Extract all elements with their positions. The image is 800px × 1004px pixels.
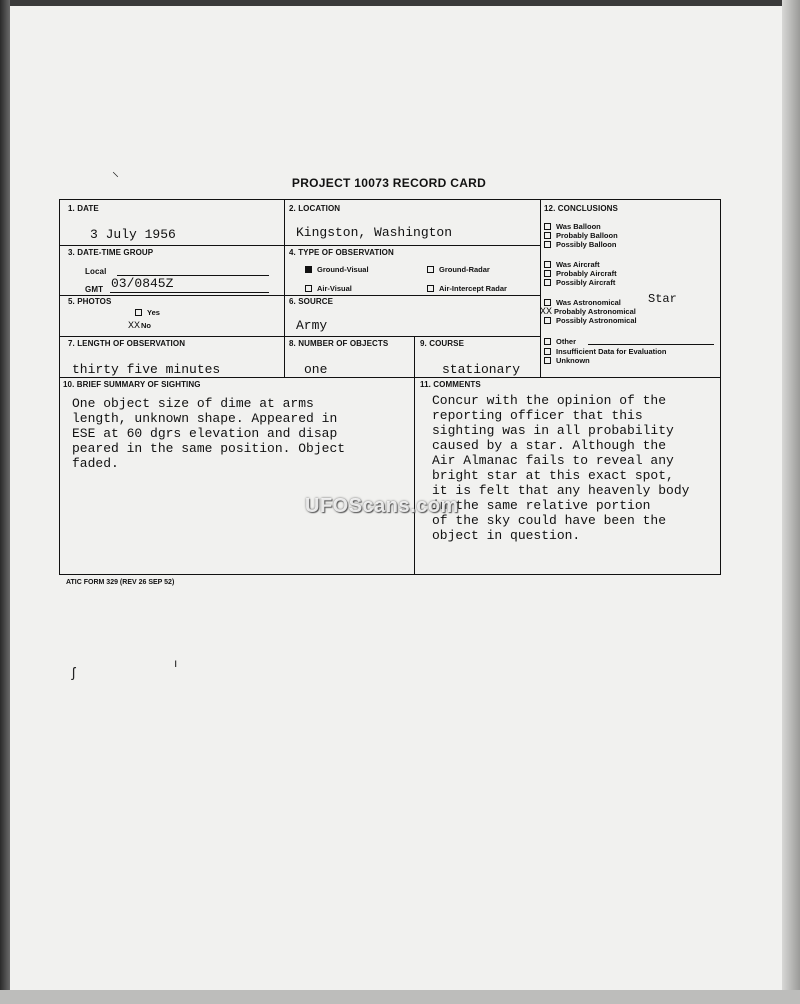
record-card xyxy=(59,199,721,575)
astronomical-note: Star xyxy=(648,292,677,306)
conclusion-possibly-aircraft: Possibly Aircraft xyxy=(544,278,615,288)
checkbox-icon xyxy=(544,232,551,239)
checkbox-icon xyxy=(135,309,142,316)
length-label: 7. LENGTH OF OBSERVATION xyxy=(68,339,186,348)
col-divider xyxy=(284,200,285,377)
local-label: Local xyxy=(85,267,107,276)
date-label: 1. DATE xyxy=(68,204,99,213)
photos-no: XXNo xyxy=(128,321,152,332)
summary-line: faded. xyxy=(72,456,119,471)
checkbox-icon xyxy=(305,285,312,292)
summary-line: ESE at 60 dgrs elevation and disap xyxy=(72,426,338,441)
checkbox-icon xyxy=(544,261,551,268)
objects-label: 8. NUMBER OF OBJECTS xyxy=(289,339,389,348)
col-divider xyxy=(540,200,541,377)
conclusion-possibly-astronomical: Possibly Astronomical xyxy=(544,316,637,326)
probably-astronomical-mark: XX xyxy=(540,307,553,318)
form-footer: ATIC FORM 329 (REV 26 SEP 52) xyxy=(66,579,175,586)
conclusion-probably-balloon: Probably Balloon xyxy=(544,231,618,241)
conclusion-probably-astronomical: XX Probably Astronomical xyxy=(540,307,636,318)
other-blank-line xyxy=(588,344,714,345)
comments-text xyxy=(432,393,689,543)
comments-line: bright star at this exact spot, xyxy=(432,468,674,483)
conclusions-label: 12. CONCLUSIONS xyxy=(544,204,618,213)
photos-yes: Yes xyxy=(135,308,160,318)
comments-line: caused by a star. Although the xyxy=(432,438,667,453)
scan-border-right xyxy=(782,0,800,1004)
checkbox-icon xyxy=(544,348,551,355)
conclusion-possibly-balloon: Possibly Balloon xyxy=(544,240,616,250)
option-air-visual: Air-Visual xyxy=(305,284,352,294)
row-divider xyxy=(60,336,540,337)
location-value: Kingston, Washington xyxy=(296,225,453,240)
gmt-value: 03/0845Z xyxy=(111,276,174,291)
conclusion-other: Other xyxy=(544,337,576,347)
source-value: Army xyxy=(296,318,328,333)
checkbox-icon xyxy=(544,317,551,324)
observation-type-label: 4. TYPE OF OBSERVATION xyxy=(289,248,394,257)
source-label: 6. SOURCE xyxy=(289,297,334,306)
course-label: 9. COURSE xyxy=(420,339,465,348)
scan-border-left xyxy=(0,0,10,1004)
conclusion-was-aircraft: Was Aircraft xyxy=(544,260,600,270)
photos-label: 5. PHOTOS xyxy=(68,297,112,306)
row-divider xyxy=(60,295,540,296)
form-title: PROJECT 10073 RECORD CARD xyxy=(291,176,487,190)
checkbox-icon xyxy=(427,266,434,273)
comments-label: 11. COMMENTS xyxy=(420,380,481,389)
checkbox-icon xyxy=(427,285,434,292)
datetime-label: 3. DATE-TIME GROUP xyxy=(68,248,154,257)
conclusion-was-astronomical: Was Astronomical xyxy=(544,298,621,308)
comments-line: it is felt that any heavenly body xyxy=(432,483,690,498)
row-divider xyxy=(60,377,720,378)
photos-no-mark: XX xyxy=(128,321,141,332)
checkbox-icon xyxy=(544,279,551,286)
conclusion-unknown: Unknown xyxy=(544,356,590,366)
checkbox-icon xyxy=(544,357,551,364)
summary-line: length, unknown shape. Appeared in xyxy=(72,411,338,426)
conclusion-insufficient-data: Insufficient Data for Evaluation xyxy=(544,347,666,357)
scan-speck: ʃ xyxy=(72,664,76,680)
comments-line: reporting officer that this xyxy=(432,408,643,423)
scan-speck: ⸜ xyxy=(112,163,119,179)
gmt-label: GMT xyxy=(85,285,104,294)
checkbox-icon xyxy=(544,241,551,248)
conclusion-probably-aircraft: Probably Aircraft xyxy=(544,269,617,279)
watermark: UFOScans.com xyxy=(305,495,459,517)
comments-line: Concur with the opinion of the xyxy=(432,393,667,408)
gmt-blank-line xyxy=(110,292,269,293)
scan-speck: ı xyxy=(174,656,178,670)
col-divider xyxy=(414,336,415,574)
option-ground-visual: Ground-Visual xyxy=(305,265,369,275)
summary-label: 10. BRIEF SUMMARY OF SIGHTING xyxy=(63,380,201,389)
option-ground-radar: Ground-Radar xyxy=(427,265,490,275)
checkbox-icon xyxy=(544,270,551,277)
comments-line: sighting was in all probability xyxy=(432,423,674,438)
summary-text xyxy=(72,396,345,471)
comments-line: object in question. xyxy=(432,528,581,543)
comments-line: Air Almanac fails to reveal any xyxy=(432,453,674,468)
course-value: stationary xyxy=(442,362,521,377)
date-value: 3 July 1956 xyxy=(90,227,176,242)
checkbox-icon xyxy=(544,223,551,230)
conclusion-was-balloon: Was Balloon xyxy=(544,222,601,232)
comments-line: of the sky could have been the xyxy=(432,513,667,528)
checkbox-icon xyxy=(544,299,551,306)
summary-line: peared in the same position. Object xyxy=(72,441,346,456)
scan-border-bottom xyxy=(0,990,800,1004)
summary-line: One object size of dime at arms xyxy=(72,396,314,411)
checkbox-checked-icon xyxy=(305,266,312,273)
objects-value: one xyxy=(304,362,328,377)
row-divider xyxy=(60,245,540,246)
option-air-intercept-radar: Air-Intercept Radar xyxy=(427,284,507,294)
comments-line: in the same relative portion xyxy=(432,498,651,513)
length-value: thirty five minutes xyxy=(72,362,221,377)
checkbox-icon xyxy=(544,338,551,345)
location-label: 2. LOCATION xyxy=(289,204,341,213)
